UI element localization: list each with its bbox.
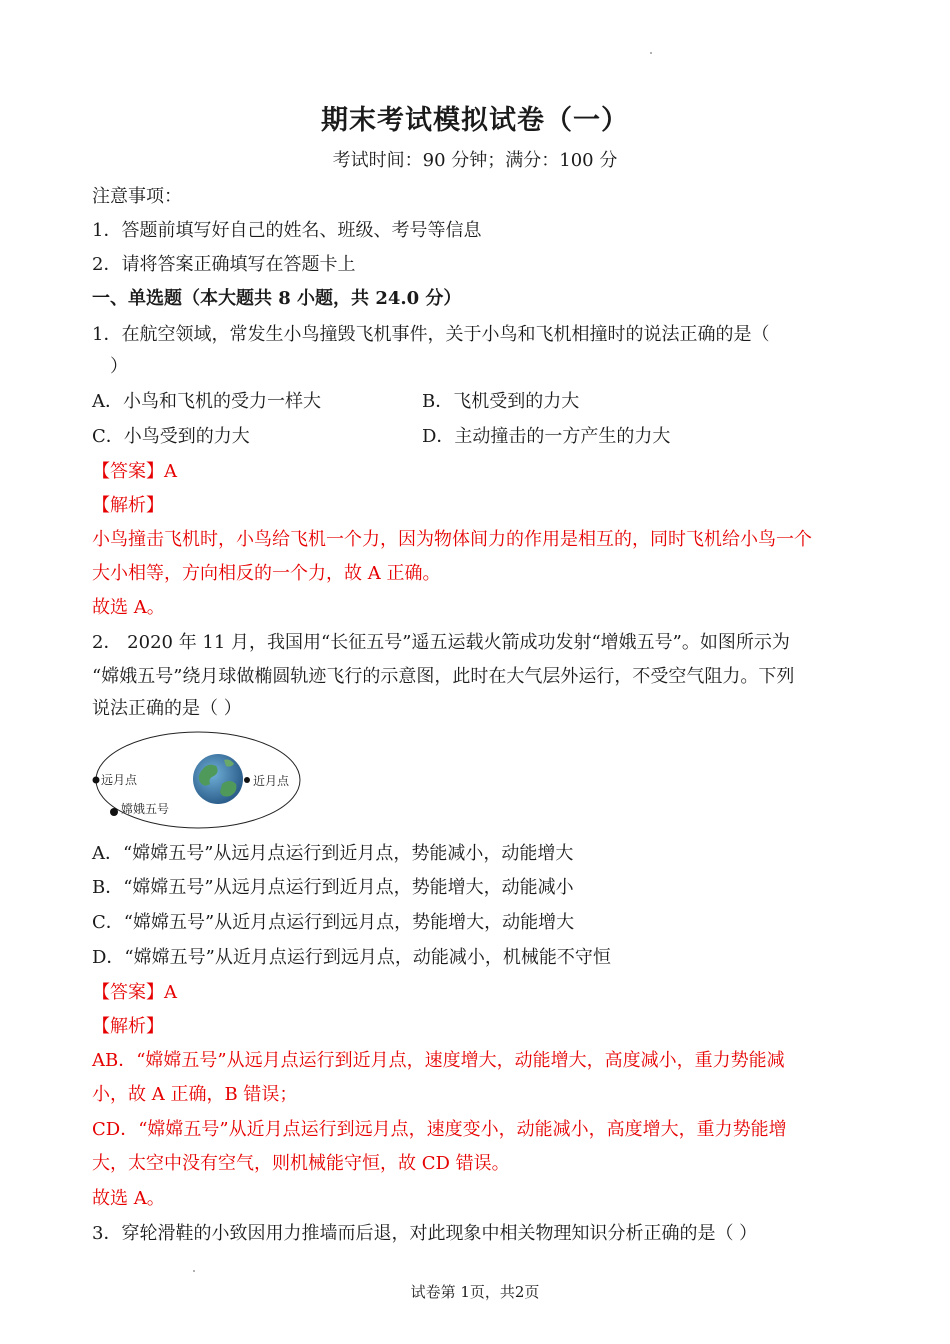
question-1-analysis-label: 【解析】 <box>92 495 164 516</box>
question-1-stem: 1．在航空领域，常发生小鸟撞毁飞机事件，关于小鸟和飞机相撞时的说法正确的是（ <box>92 324 770 345</box>
question-3-stem: 3．穿轮滑鞋的小致因用力推墙而后退，对此现象中相关物理知识分析正确的是（ ） <box>92 1223 758 1244</box>
page-speck <box>193 1270 195 1272</box>
question-1-analysis-line: 大小相等，方向相反的一个力，故 A 正确。 <box>92 563 441 584</box>
question-2-analysis-line: 大，太空中没有空气，则机械能守恒，故 CD 错误。 <box>92 1153 510 1174</box>
moon-globe <box>193 754 243 804</box>
page-footer: 试卷第 1页，共2页 <box>410 1283 540 1301</box>
question-2-stem-line: 说法正确的是（ ） <box>92 698 242 719</box>
question-2-analysis-line: AB．“嫦嫦五号”从远月点运行到近月点，速度增大，动能增大，高度减小，重力势能减 <box>92 1050 785 1071</box>
question-2-option-c: C．“嫦嫦五号”从近月点运行到远月点，势能增大，动能增大 <box>92 912 575 933</box>
note-item: 2．请将答案正确填写在答题卡上 <box>92 254 356 275</box>
far-point-label: 远月点 <box>101 773 138 787</box>
spacecraft-marker <box>110 808 118 816</box>
notes-heading: 注意事项： <box>92 186 182 207</box>
question-2-analysis-line: 小，故 A 正确，B 错误； <box>92 1084 298 1105</box>
question-1-option-c: C．小鸟受到的力大 <box>92 426 250 447</box>
near-point-marker <box>244 777 250 783</box>
page-title: 期末考试模拟试卷（一） <box>321 105 629 136</box>
note-item: 1．答题前填写好自己的姓名、班级、考号等信息 <box>92 220 482 241</box>
question-1-stem-end: ） <box>110 356 128 377</box>
question-1-answer: 【答案】A <box>92 461 177 482</box>
question-2-conclusion: 故选 A。 <box>92 1188 165 1209</box>
near-point-label: 近月点 <box>253 774 290 788</box>
question-1-conclusion: 故选 A。 <box>92 597 165 618</box>
exam-info: 考试时间：90 分钟；满分：100 分 <box>332 150 618 171</box>
question-2-option-b: B．“嫦嫦五号”从远月点运行到近月点，势能增大，动能减小 <box>92 877 574 898</box>
question-1-analysis-line: 小鸟撞击飞机时，小鸟给飞机一个力，因为物体间力的作用是相互的，同时飞机给小鸟一个 <box>92 529 812 550</box>
question-2-option-a: A．“嫦嫦五号”从远月点运行到近月点，势能减小，动能增大 <box>92 843 574 864</box>
question-1-option-b: B．飞机受到的力大 <box>422 391 580 412</box>
question-2-stem-line: “嫦娥五号”绕月球做椭圆轨迹飞行的示意图，此时在大气层外运行，不受空气阻力。下列 <box>92 666 795 687</box>
question-1-option-a: A．小鸟和飞机的受力一样大 <box>92 391 321 412</box>
question-2-analysis-line: CD．“嫦嫦五号”从近月点运行到远月点，速度变小，动能减小，高度增大，重力势能增 <box>92 1119 787 1140</box>
far-point-marker <box>93 777 100 784</box>
question-2-stem-line: 2． 2020 年 11 月，我国用“长征五号”遥五运载火箭成功发射“增娥五号”。如图所示为 <box>92 632 790 653</box>
question-2-analysis-label: 【解析】 <box>92 1016 164 1037</box>
orbit-diagram <box>92 728 304 832</box>
section-heading: 一、单选题（本大题共 8 小题，共 24.0 分） <box>92 288 462 309</box>
question-2-answer: 【答案】A <box>92 982 177 1003</box>
page-speck <box>650 52 652 54</box>
question-1-option-d: D．主动撞击的一方产生的力大 <box>422 426 671 447</box>
question-2-option-d: D．“嫦嫦五号”从近月点运行到远月点，动能减小，机械能不守恒 <box>92 947 611 968</box>
spacecraft-label: 嫦娥五号 <box>121 802 170 816</box>
